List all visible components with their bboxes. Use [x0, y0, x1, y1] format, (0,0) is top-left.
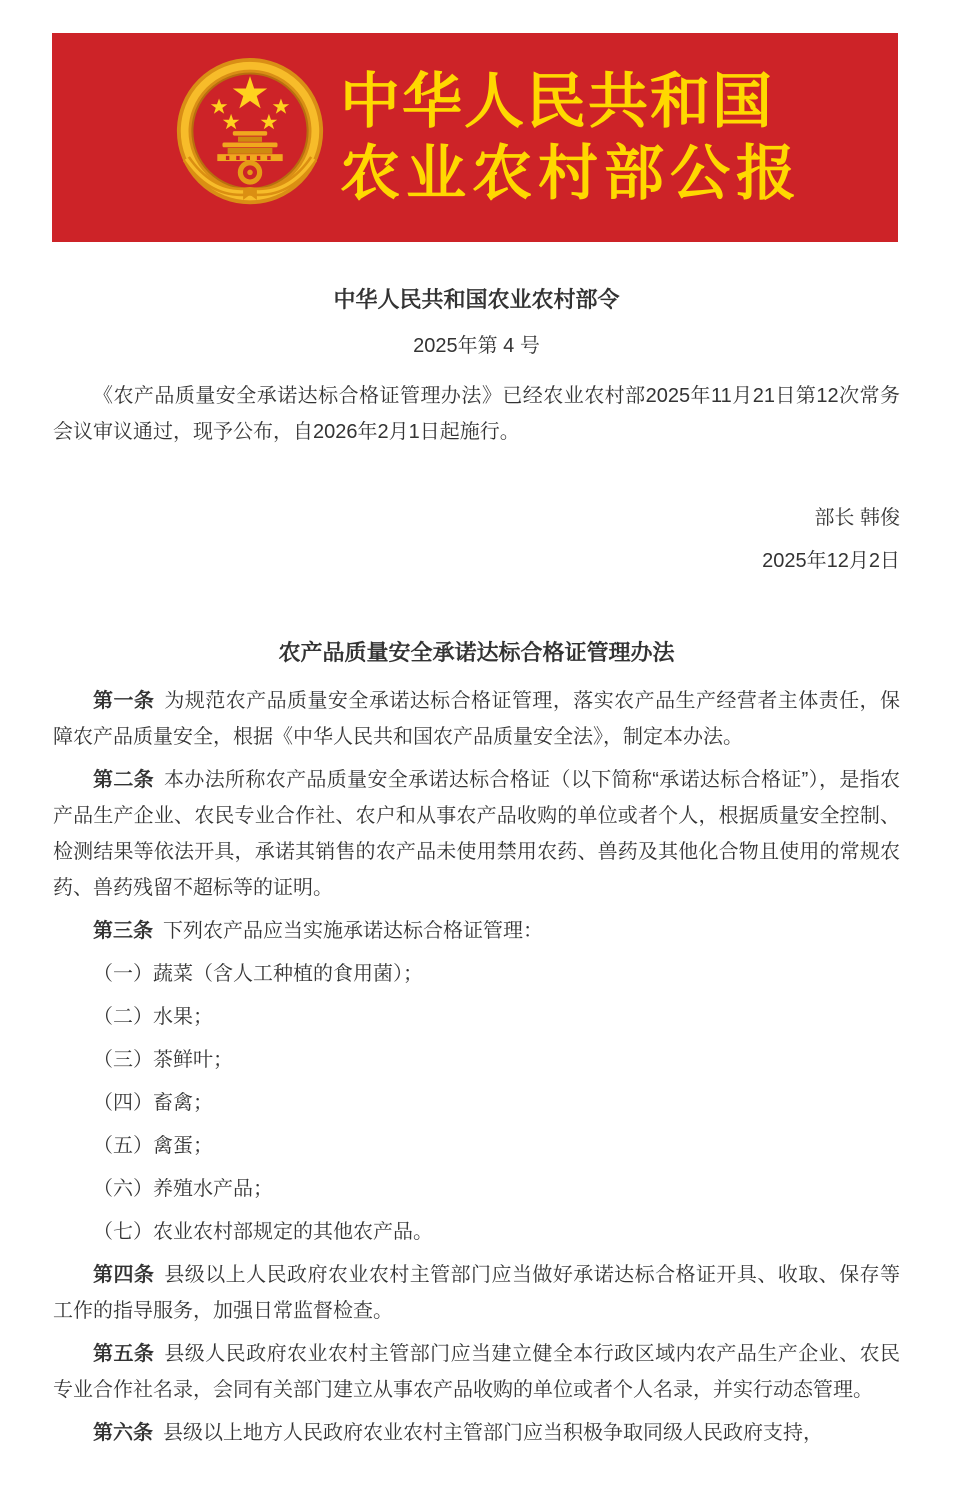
article-text: 下列农产品应当实施承诺达标合格证管理：: [163, 920, 543, 942]
article-label: 第二条: [93, 769, 155, 791]
banner-title-line2: 农业农村部公报: [340, 139, 802, 207]
decree-number: 2025年第 4 号: [413, 335, 540, 357]
article-text: （六）养殖水产品；: [93, 1178, 273, 1200]
gazette-banner: [52, 33, 898, 242]
decree-promulgation-paragraph: 《农产品质量安全承诺达标合格证管理办法》已经农业农村部2025年11月21日第12次常务会议审议通过，现予公布，自2026年2月1日起施行。: [53, 385, 900, 443]
article-paragraph: [53, 1257, 900, 1329]
list-item: [53, 1128, 900, 1164]
article-paragraph: [53, 1336, 900, 1408]
gazette-page: [0, 33, 955, 1451]
article-paragraph: [53, 683, 900, 755]
article-label: 第六条: [93, 1422, 153, 1444]
sign-date-line: 2025年12月2日: [762, 550, 900, 572]
article-text: 县级人民政府农业农村主管部门应当建立健全本行政区域内农产品生产企业、农民专业合作社名录，会同有关部门建立从事农产品收购的单位或者个人名录，并实行动态管理。: [53, 1343, 901, 1401]
signer-line: 部长 韩俊: [814, 507, 900, 529]
article-text: 本办法所称农产品质量安全承诺达标合格证（以下简称“承诺达标合格证”），是指农产品生产企业、农民专业合作社、农户和从事农产品收购的单位或者个人，根据质量安全控制、检测结果等依法开具，承诺其销售的农产品未使用禁用农药、兽药及其他化合物且使用的常规农药、兽药残留不超标等的证明。: [53, 769, 900, 899]
article-text: （二）水果；: [93, 1006, 213, 1028]
list-item: [53, 956, 900, 992]
article-text: （五）禽蛋；: [93, 1135, 213, 1157]
list-item: [53, 1085, 900, 1121]
decree-title: 中华人民共和国农业农村部令: [333, 287, 620, 312]
list-item: [53, 999, 900, 1035]
signature-block: [53, 497, 900, 583]
article-paragraph: [53, 1415, 900, 1451]
list-item: [53, 1214, 900, 1250]
article-paragraph: [53, 913, 900, 949]
article-label: 第一条: [93, 690, 155, 712]
list-item: [53, 1171, 900, 1207]
article-text: （三）茶鲜叶；: [93, 1049, 233, 1071]
article-label: 第三条: [93, 920, 153, 942]
regulation-body: [53, 683, 900, 1451]
article-text: （七）农业农村部规定的其他农产品。: [93, 1221, 433, 1243]
article-paragraph: [53, 762, 900, 906]
article-text: （四）畜禽；: [93, 1092, 213, 1114]
regulation-title: 农产品质量安全承诺达标合格证管理办法: [278, 640, 675, 665]
banner-title: [340, 66, 802, 210]
document-content: [0, 282, 955, 1451]
article-label: 第五条: [93, 1343, 155, 1365]
article-text: 县级以上人民政府农业农村主管部门应当做好承诺达标合格证开具、收取、保存等工作的指导服务，加强日常监督检查。: [53, 1264, 901, 1322]
article-text: （一）蔬菜（含人工种植的食用菌）；: [93, 963, 423, 985]
article-text: 为规范农产品质量安全承诺达标合格证管理，落实农产品生产经营者主体责任，保障农产品质量安全，根据《中华人民共和国农产品质量安全法》，制定本办法。: [53, 690, 901, 748]
list-item: [53, 1042, 900, 1078]
national-emblem-icon: [164, 52, 336, 224]
banner-title-line1: 中华人民共和国: [340, 67, 774, 135]
article-text: 县级以上地方人民政府农业农村主管部门应当积极争取同级人民政府支持，: [163, 1422, 823, 1444]
article-label: 第四条: [93, 1264, 155, 1286]
